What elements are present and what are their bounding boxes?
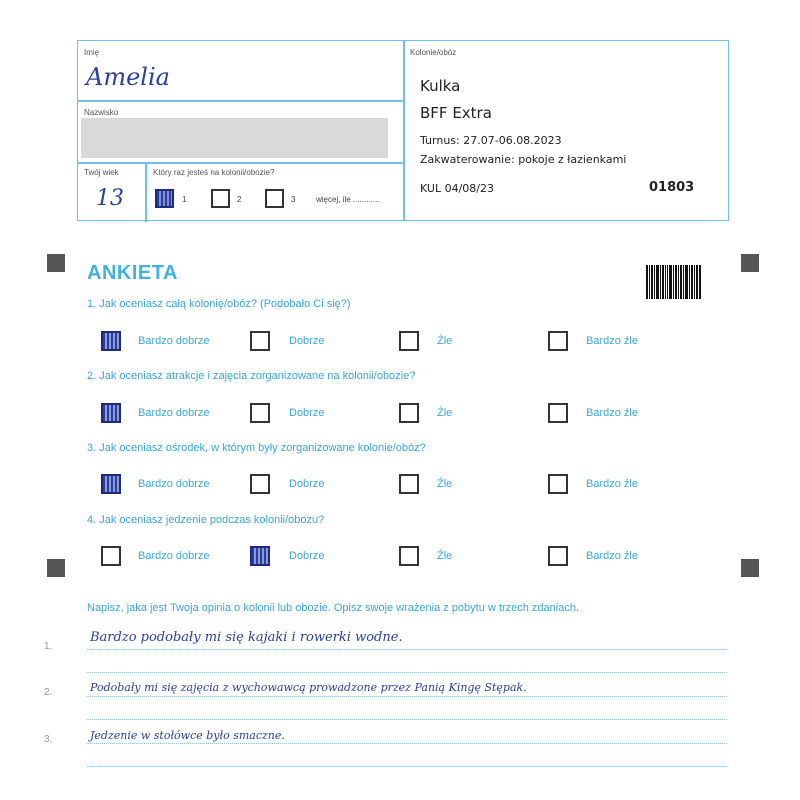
first-name-value[interactable]: Amelia <box>86 63 170 91</box>
question-4-checkbox-1[interactable] <box>101 546 121 566</box>
question-2-option-label: Bardzo źle <box>586 407 638 419</box>
question-1-option-label: Dobrze <box>289 335 325 347</box>
question-2-text: 2. Jak oceniasz atrakcje i zajęcia zorganizowane na kolonii/obozie? <box>87 370 416 382</box>
question-2-option-label: Bardzo dobrze <box>138 407 210 419</box>
question-1-checkbox-3[interactable] <box>399 331 419 351</box>
question-4-checkbox-2[interactable] <box>250 546 270 566</box>
turnus-value: 27.07-06.08.2023 <box>463 134 562 147</box>
registration-marker <box>47 559 65 577</box>
camp-program: BFF Extra <box>420 104 492 122</box>
visit-option-3: 3 <box>291 195 296 204</box>
opinion-line-2[interactable]: Podobały mi się zajęcia z wychowawcą prowadzone przez Panią Kingę Stępak. <box>90 681 527 694</box>
question-1-option-label: Bardzo dobrze <box>138 335 210 347</box>
question-3-checkbox-1[interactable] <box>101 474 121 494</box>
opinion-line-1[interactable]: Bardzo podobały mi się kajaki i rowerki wodne. <box>90 630 403 645</box>
registration-marker <box>47 254 65 272</box>
question-2-checkbox-2[interactable] <box>250 403 270 423</box>
question-3-checkbox-2[interactable] <box>250 474 270 494</box>
question-4-option-label: Źle <box>437 550 453 562</box>
question-2-option-label: Źle <box>437 407 453 419</box>
question-3-text: 3. Jak oceniasz ośrodek, w którym były zorganizowane kolonie/obóz? <box>87 442 426 454</box>
question-4-text: 4. Jak oceniasz jedzenie podczas kolonii/obozu? <box>87 514 325 526</box>
accommodation-label: Zakwaterowanie: <box>420 153 515 166</box>
header-row-divider <box>78 162 403 164</box>
surname-label: Nazwisko <box>84 108 119 117</box>
question-4-option-label: Dobrze <box>289 550 325 562</box>
turnus-row <box>420 134 562 147</box>
barcode <box>646 265 701 299</box>
accommodation-value: pokoje z łazienkami <box>518 153 627 166</box>
question-1-checkbox-1[interactable] <box>101 331 121 351</box>
accommodation-row <box>420 153 626 166</box>
header-divider <box>403 41 405 220</box>
question-2-checkbox-1[interactable] <box>101 403 121 423</box>
age-value[interactable]: 13 <box>96 186 124 211</box>
visit-option-2: 2 <box>237 195 242 204</box>
question-1-text: 1. Jak oceniasz całą kolonię/obóz? (Podobało Ci się?) <box>87 298 351 310</box>
writing-line <box>87 766 727 767</box>
question-3-option-label: Bardzo dobrze <box>138 478 210 490</box>
header-row-divider <box>78 100 403 102</box>
camp-code: KUL 04/08/23 <box>420 182 494 195</box>
opinion-prompt: Napisz, jaka jest Twoja opinia o kolonii lub obozie. Opisz swoje wrażenia z pobytu w trzech zdaniach. <box>87 602 579 614</box>
survey-title: ANKIETA <box>87 262 178 284</box>
visit-checkbox-3[interactable] <box>265 189 284 208</box>
visit-checkbox-2[interactable] <box>211 189 230 208</box>
surname-redacted-field <box>81 118 388 158</box>
visit-checkbox-1[interactable] <box>155 189 174 208</box>
registration-marker <box>741 559 759 577</box>
question-3-checkbox-4[interactable] <box>548 474 568 494</box>
question-3-option-label: Źle <box>437 478 453 490</box>
question-1-option-label: Źle <box>437 335 453 347</box>
question-2-checkbox-4[interactable] <box>548 403 568 423</box>
question-2-option-label: Dobrze <box>289 407 325 419</box>
writing-line <box>87 672 727 673</box>
line-number: 3. <box>44 734 53 745</box>
question-3-option-label: Dobrze <box>289 478 325 490</box>
question-1-option-label: Bardzo źle <box>586 335 638 347</box>
writing-line <box>87 743 727 744</box>
question-4-checkbox-3[interactable] <box>399 546 419 566</box>
visit-option-1: 1 <box>182 195 187 204</box>
question-4-checkbox-4[interactable] <box>548 546 568 566</box>
turnus-label: Turnus: <box>420 134 460 147</box>
question-2-checkbox-3[interactable] <box>399 403 419 423</box>
visit-option-more: więcej, ile ............ <box>316 195 380 204</box>
writing-line <box>87 696 727 697</box>
form-number: 01803 <box>649 180 695 195</box>
writing-line <box>87 719 727 720</box>
question-3-checkbox-3[interactable] <box>399 474 419 494</box>
age-label: Twój wiek <box>84 168 119 177</box>
question-4-option-label: Bardzo źle <box>586 550 638 562</box>
question-4-option-label: Bardzo dobrze <box>138 550 210 562</box>
camp-name: Kulka <box>420 77 461 95</box>
age-divider <box>145 162 147 222</box>
line-number: 2. <box>44 687 53 698</box>
question-3-option-label: Bardzo źle <box>586 478 638 490</box>
line-number: 1. <box>44 641 53 652</box>
opinion-line-3[interactable]: Jedzenie w stołówce było smaczne. <box>90 729 285 742</box>
question-1-checkbox-4[interactable] <box>548 331 568 351</box>
writing-line <box>87 649 727 650</box>
camp-label: Kolonie/obóz <box>410 48 457 57</box>
registration-marker <box>741 254 759 272</box>
visit-count-label: Który raz jesteś na kolonii/obozie? <box>153 168 275 177</box>
question-1-checkbox-2[interactable] <box>250 331 270 351</box>
header-box <box>77 40 729 221</box>
first-name-label: Imię <box>84 48 100 57</box>
